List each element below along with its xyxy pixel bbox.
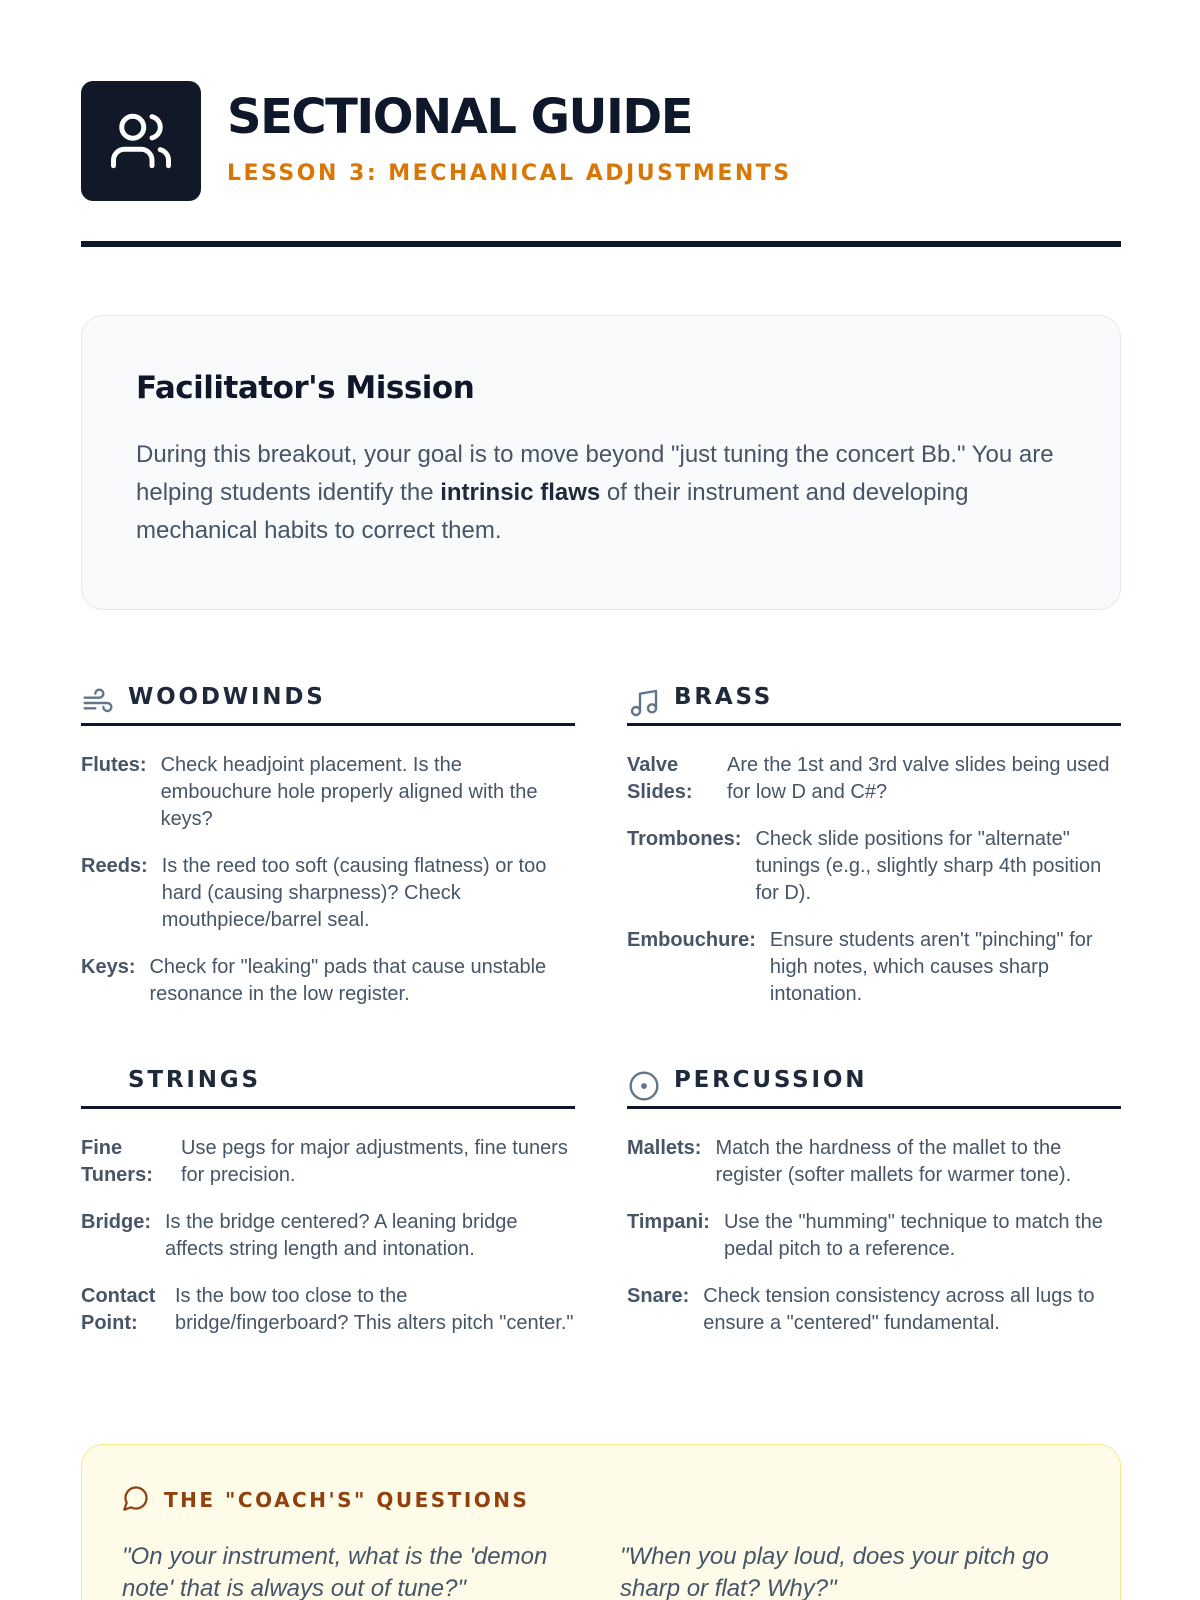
page-subtitle: LESSON 3: MECHANICAL ADJUSTMENTS xyxy=(227,161,792,186)
logo xyxy=(81,81,201,201)
list-item xyxy=(627,1283,1121,1337)
item-label: Timpani: xyxy=(627,1211,710,1233)
coach-question: "On your instrument, what is the 'demon note' that is always out of tune?" xyxy=(122,1543,548,1600)
item-text: Check tension consistency across all lugs to ensure a "centered" fundamental. xyxy=(703,1285,1095,1334)
section-header xyxy=(81,1063,575,1109)
coach-question: "When you play loud, does your pitch go sharp or flat? Why?" xyxy=(620,1543,1049,1600)
item-text: Check for "leaking" pads that cause unstable resonance in the low register. xyxy=(149,956,547,1005)
item-text: Is the bow too close to the bridge/fingerboard? This alters pitch "center." xyxy=(175,1285,574,1334)
item-text: Check slide positions for "alternate" tunings (e.g., slightly sharp 4th position for D). xyxy=(755,828,1102,904)
section-title: PERCUSSION xyxy=(674,1067,868,1093)
coach-questions-card xyxy=(81,1444,1121,1600)
header-divider xyxy=(81,241,1121,247)
item-label: Keys: xyxy=(81,956,136,978)
section-title: STRINGS xyxy=(128,1067,261,1093)
list-item xyxy=(627,1135,1121,1189)
item-label: Embouchure: xyxy=(627,929,756,951)
music-note-icon xyxy=(627,686,661,720)
item-label: Snare: xyxy=(627,1285,690,1307)
mission-card xyxy=(81,315,1121,610)
mission-body-text-end: of their instrument and developing mechanical habits to correct them. xyxy=(136,479,969,544)
list-item xyxy=(81,1283,575,1337)
mission-body-emphasis: intrinsic flaws xyxy=(440,479,601,506)
item-text: Is the bridge centered? A leaning bridge affects string length and intonation. xyxy=(165,1211,518,1260)
disc-icon xyxy=(627,1069,661,1103)
coach-question-list xyxy=(122,1541,1080,1600)
list-item xyxy=(627,1209,1121,1263)
coach-title: THE "COACH'S" QUESTIONS xyxy=(164,1488,530,1512)
section-strings xyxy=(81,1063,575,1357)
section-header xyxy=(627,1063,1121,1109)
section-percussion xyxy=(627,1063,1121,1357)
section-items xyxy=(627,1109,1121,1337)
users-icon xyxy=(108,108,174,174)
list-item xyxy=(81,1209,575,1263)
item-label: Valve Slides: xyxy=(627,754,693,803)
list-item xyxy=(81,954,575,1008)
section-header xyxy=(81,680,575,726)
page-header xyxy=(81,81,1121,246)
item-label: Fine Tuners: xyxy=(81,1137,153,1186)
item-text: Ensure students aren't "pinching" for high notes, which causes sharp intonation. xyxy=(769,929,1093,1005)
coach-header xyxy=(122,1485,1080,1515)
page-title: SECTIONAL GUIDE xyxy=(227,89,692,145)
mission-body xyxy=(136,436,1066,550)
section-title: WOODWINDS xyxy=(128,684,326,710)
list-item xyxy=(627,752,1121,806)
speech-bubble-icon xyxy=(122,1484,150,1517)
section-woodwinds xyxy=(81,680,575,1028)
item-label: Contact Point: xyxy=(81,1285,156,1334)
wind-icon xyxy=(81,686,115,720)
item-label: Bridge: xyxy=(81,1211,151,1233)
item-text: Is the reed too soft (causing flatness) or too hard (causing sharpness)? Check mouthpiece/barrel seal. xyxy=(161,855,547,931)
list-item xyxy=(81,752,575,833)
item-label: Flutes: xyxy=(81,754,147,776)
item-text: Use pegs for major adjustments, fine tuners for precision. xyxy=(181,1137,568,1186)
list-item xyxy=(81,853,575,934)
section-items xyxy=(627,726,1121,1008)
item-label: Reeds: xyxy=(81,855,148,877)
mission-title: Facilitator's Mission xyxy=(136,370,475,406)
mission-body-text: During this breakout, your goal is to move beyond "just tuning the concert Bb." You are helping students identify the xyxy=(136,441,1054,506)
list-item xyxy=(627,826,1121,907)
section-brass xyxy=(627,680,1121,1028)
section-items xyxy=(81,726,575,1008)
item-label: Mallets: xyxy=(627,1137,702,1159)
section-title: BRASS xyxy=(674,684,774,710)
list-item xyxy=(81,1135,575,1189)
item-text: Match the hardness of the mallet to the register (softer mallets for warmer tone). xyxy=(715,1137,1072,1186)
section-items xyxy=(81,1109,575,1337)
item-label: Trombones: xyxy=(627,828,742,850)
section-header xyxy=(627,680,1121,726)
item-text: Are the 1st and 3rd valve slides being used for low D and C#? xyxy=(727,754,1110,803)
item-text: Check headjoint placement. Is the embouchure hole properly aligned with the keys? xyxy=(160,754,538,830)
list-item xyxy=(627,927,1121,1008)
item-text: Use the "humming" technique to match the pedal pitch to a reference. xyxy=(723,1211,1103,1260)
